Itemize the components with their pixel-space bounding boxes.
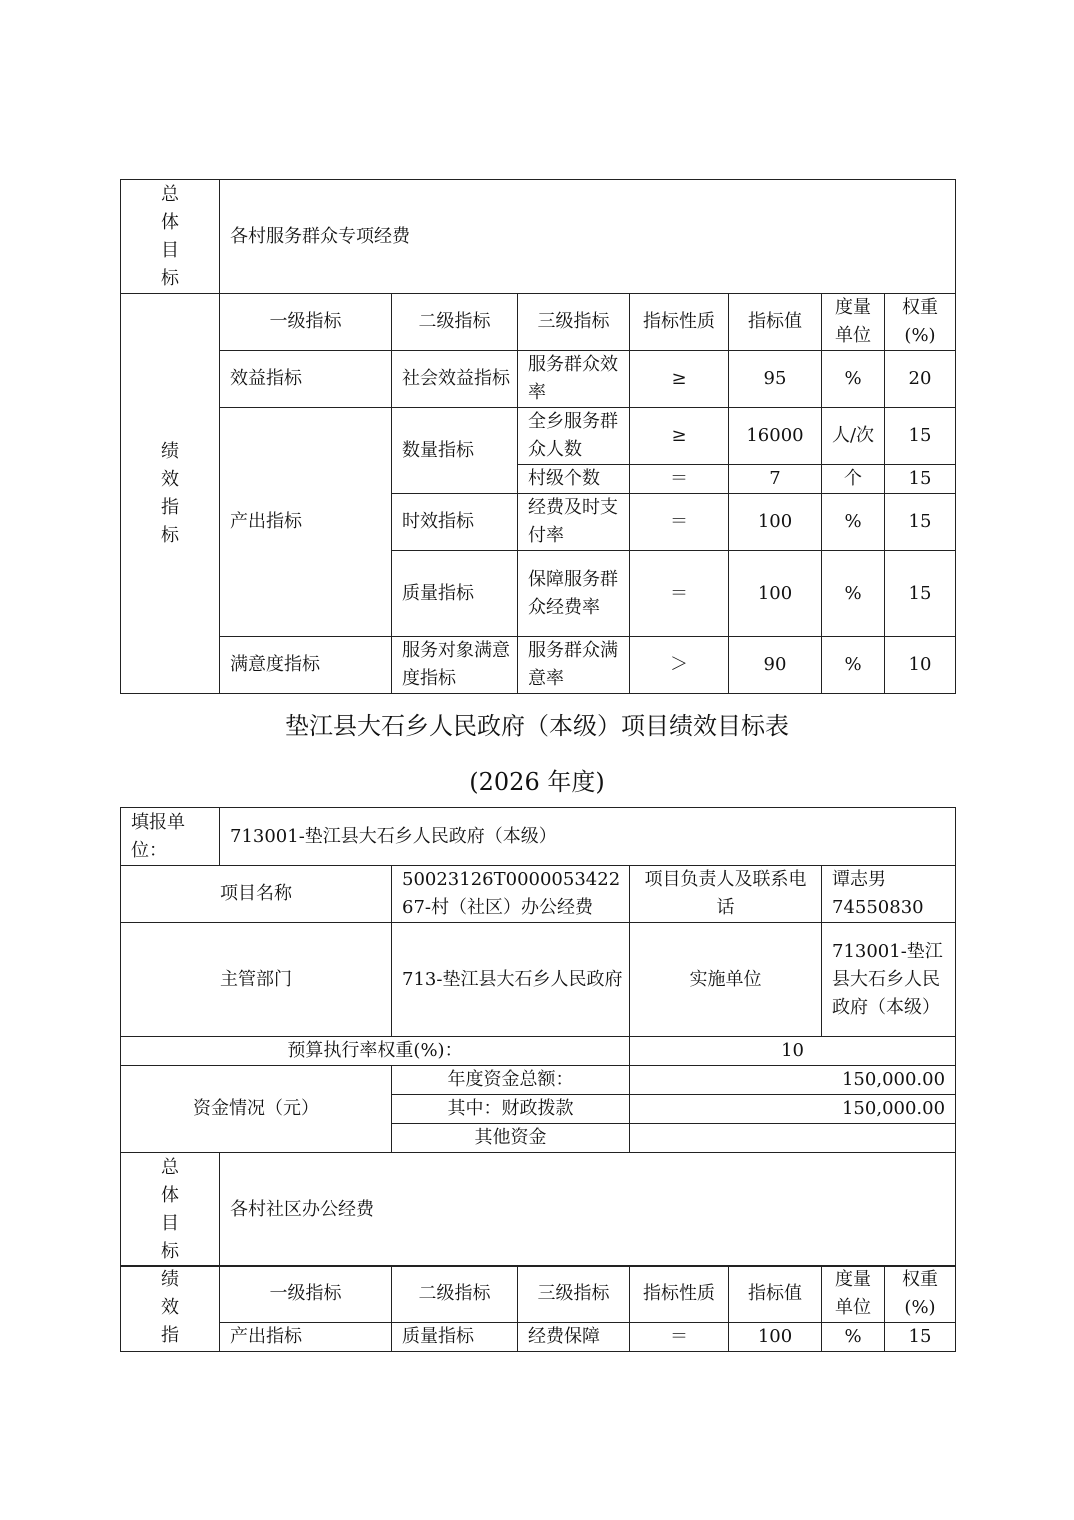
cell-unit: 人/次 — [822, 408, 885, 465]
cell-level3: 保障服务群众经费率 — [518, 551, 630, 637]
cell-value: 100 — [729, 551, 822, 637]
cell-weight: 15 — [885, 1323, 956, 1352]
table-row — [121, 351, 956, 408]
cell-level3: 全乡服务群众人数 — [518, 408, 630, 465]
cell-level3: 经费保障 — [518, 1323, 630, 1352]
cell-unit: % — [822, 551, 885, 637]
cell-level3: 服务群众满意率 — [518, 637, 630, 694]
header-level2: 二级指标 — [392, 294, 518, 351]
perf-indicator-label: 绩 效 指 标 — [121, 294, 220, 694]
cell-nature: ＝ — [630, 494, 729, 551]
cell-value: 100 — [729, 1323, 822, 1352]
cell-nature: ＝ — [630, 551, 729, 637]
cell-unit: 个 — [822, 465, 885, 494]
impl-unit-value: 713001-垫江县大石乡人民政府（本级） — [822, 923, 956, 1037]
header-level3: 三级指标 — [518, 294, 630, 351]
cell-nature: ＞ — [630, 637, 729, 694]
cell-weight: 15 — [885, 465, 956, 494]
budget-rate-label: 预算执行率权重(%)： — [121, 1037, 630, 1066]
cell-value: 100 — [729, 494, 822, 551]
project-name-label: 项目名称 — [121, 866, 392, 923]
header-level2: 二级指标 — [392, 1266, 518, 1323]
cell-value: 90 — [729, 637, 822, 694]
cell-weight: 15 — [885, 408, 956, 465]
overall-goal-label: 总 体 目 标 — [121, 180, 220, 294]
cell-value: 16000 — [729, 408, 822, 465]
header-unit: 度量单位 — [822, 1266, 885, 1323]
header-value: 指标值 — [729, 294, 822, 351]
budget-rate-value: 10 — [630, 1037, 956, 1066]
fund-fiscal-value: 150,000.00 — [630, 1095, 956, 1124]
project-name-value: 50023126T000005342267-村（社区）办公经费 — [392, 866, 630, 923]
cell-level2: 质量指标 — [392, 1323, 518, 1352]
header-weight: 权重(%) — [885, 294, 956, 351]
contact-value: 谭志男 74550830 — [822, 866, 956, 923]
overall-goal-label: 总 体 目 标 — [121, 1153, 220, 1267]
fund-fiscal-label: 其中：财政拨款 — [392, 1095, 630, 1124]
header-level1: 一级指标 — [220, 294, 392, 351]
cell-nature: ≥ — [630, 351, 729, 408]
cell-nature: ≥ — [630, 408, 729, 465]
fund-total-value: 150,000.00 — [630, 1066, 956, 1095]
cell-level2: 社会效益指标 — [392, 351, 518, 408]
project-info-table — [120, 807, 956, 1267]
performance-table-2 — [120, 1265, 956, 1352]
header-level3: 三级指标 — [518, 1266, 630, 1323]
table-row — [121, 637, 956, 694]
cell-nature: ＝ — [630, 465, 729, 494]
cell-level3: 村级个数 — [518, 465, 630, 494]
header-value: 指标值 — [729, 1266, 822, 1323]
cell-weight: 10 — [885, 637, 956, 694]
fund-total-label: 年度资金总额： — [392, 1066, 630, 1095]
cell-unit: % — [822, 351, 885, 408]
overall-goal-text: 各村服务群众专项经费 — [220, 180, 956, 294]
fill-unit-value: 713001-垫江县大石乡人民政府（本级） — [220, 808, 956, 866]
page-subtitle-year: (2026 年度) — [469, 768, 605, 796]
header-unit: 度量单位 — [822, 294, 885, 351]
fill-unit-label: 填报单位： — [121, 808, 220, 866]
cell-weight: 20 — [885, 351, 956, 408]
table-row — [121, 1323, 956, 1352]
cell-weight: 15 — [885, 551, 956, 637]
contact-label: 项目负责人及联系电话 — [630, 866, 822, 923]
header-weight: 权重(%) — [885, 1266, 956, 1323]
cell-weight: 15 — [885, 494, 956, 551]
cell-value: 95 — [729, 351, 822, 408]
header-nature: 指标性质 — [630, 294, 729, 351]
header-level1: 一级指标 — [220, 1266, 392, 1323]
cell-level1: 产出指标 — [220, 1323, 392, 1352]
fund-other-value — [630, 1124, 956, 1153]
page-title: 垫江县大石乡人民政府（本级）项目绩效目标表 — [285, 712, 789, 740]
perf-indicator-label: 绩 效 指 — [121, 1266, 220, 1352]
cell-level1: 满意度指标 — [220, 637, 392, 694]
cell-value: 7 — [729, 465, 822, 494]
cell-unit: % — [822, 637, 885, 694]
cell-level3: 经费及时支付率 — [518, 494, 630, 551]
cell-level1: 产出指标 — [220, 408, 392, 637]
header-nature: 指标性质 — [630, 1266, 729, 1323]
cell-level2: 时效指标 — [392, 494, 518, 551]
cell-unit: % — [822, 494, 885, 551]
dept-value: 713-垫江县大石乡人民政府 — [392, 923, 630, 1037]
overall-goal-text: 各村社区办公经费 — [220, 1153, 956, 1267]
cell-level1: 效益指标 — [220, 351, 392, 408]
performance-table-1 — [120, 179, 956, 694]
cell-level2: 质量指标 — [392, 551, 518, 637]
cell-level3: 服务群众效率 — [518, 351, 630, 408]
dept-label: 主管部门 — [121, 923, 392, 1037]
fund-other-label: 其他资金 — [392, 1124, 630, 1153]
cell-unit: % — [822, 1323, 885, 1352]
cell-nature: ＝ — [630, 1323, 729, 1352]
cell-level2: 数量指标 — [392, 408, 518, 494]
table-row — [121, 408, 956, 465]
impl-unit-label: 实施单位 — [630, 923, 822, 1037]
cell-level2: 服务对象满意度指标 — [392, 637, 518, 694]
fund-label: 资金情况（元） — [121, 1066, 392, 1153]
